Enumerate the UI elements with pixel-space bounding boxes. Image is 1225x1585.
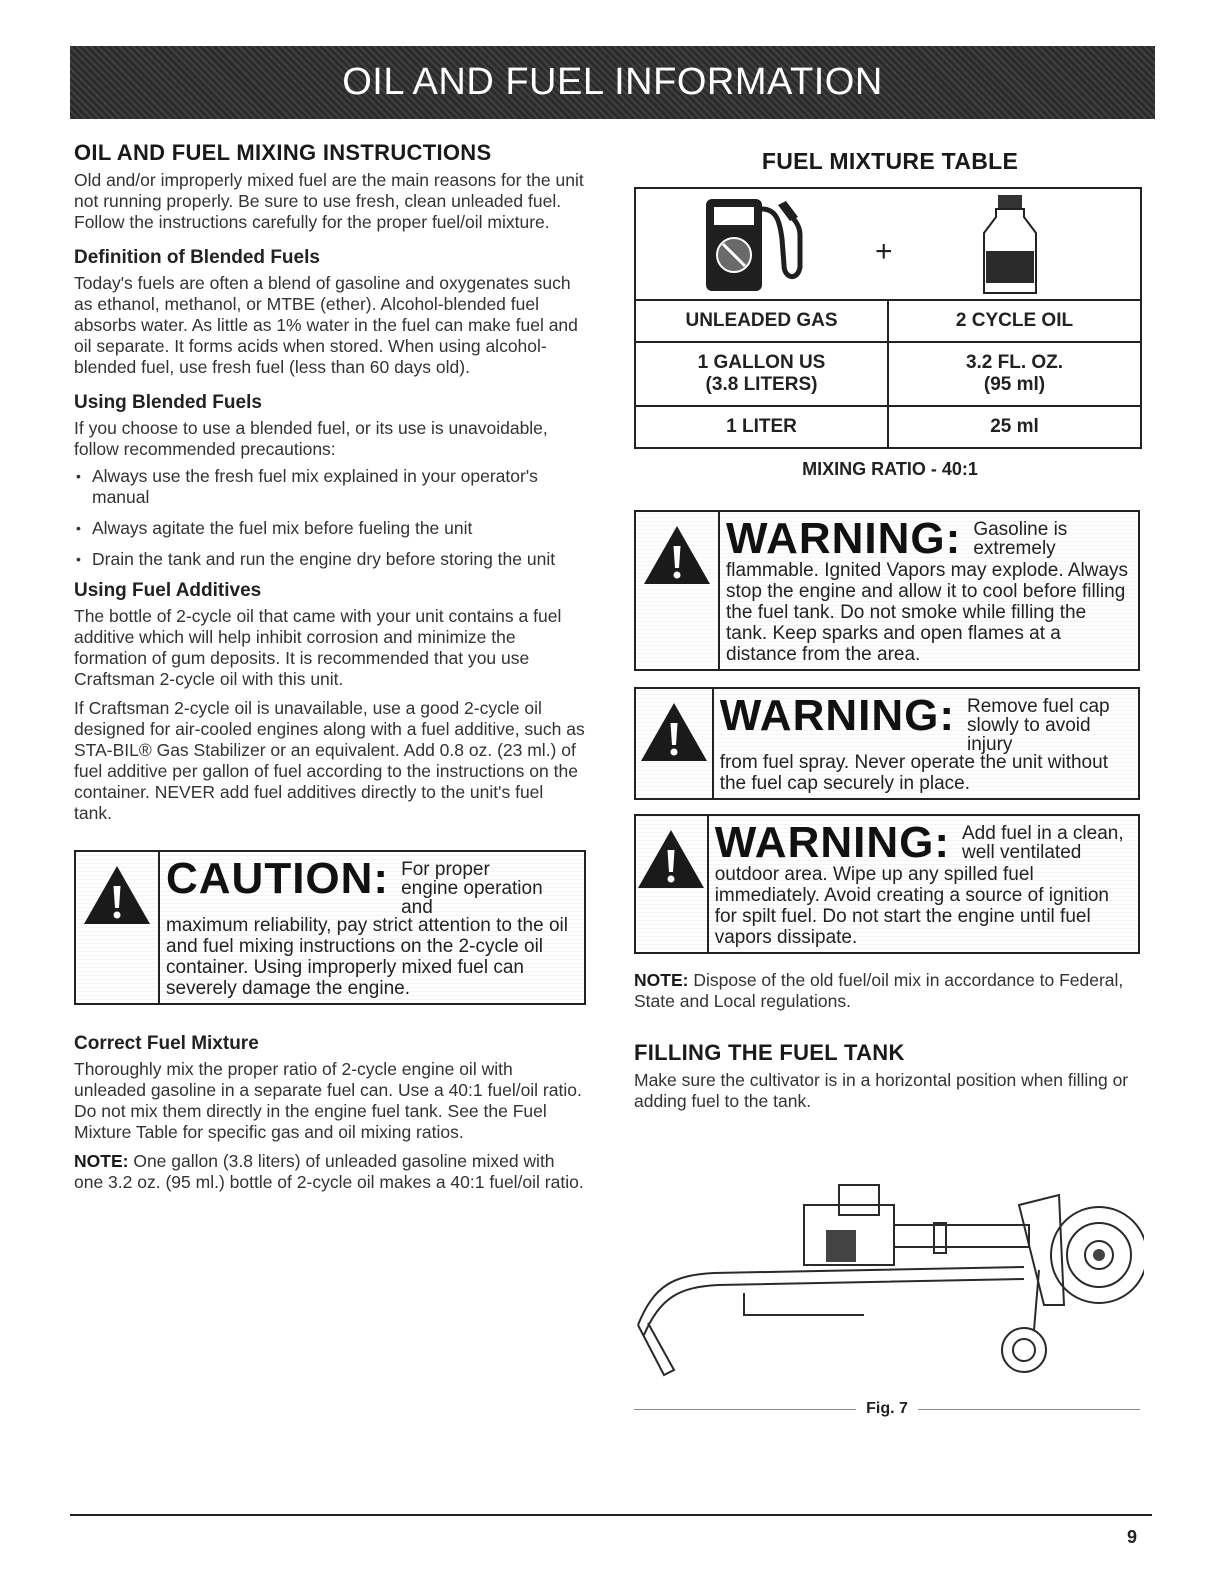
warning-box-1 — [634, 510, 1140, 671]
fuel-additives-title: Using Fuel Additives — [74, 580, 262, 601]
list-item: • Always use the fresh fuel mix explained in your operator's manual — [74, 466, 586, 508]
warning-body: from fuel spray. Never operate the unit without the fuel cap securely in place. — [719, 752, 1108, 794]
filling-tank-text: Make sure the cultivator is in a horizontal position when filling or adding fuel to the tank. — [634, 1070, 1129, 1111]
mixing-instructions-title: OIL AND FUEL MIXING INSTRUCTIONS — [74, 140, 492, 165]
note-text: Dispose of the old fuel/oil mix in accordance to Federal, State and Local regulations. — [634, 970, 1124, 1011]
gas-amount: 1 LITER — [726, 416, 797, 437]
warning-lead: Add fuel in a clean, well ventilated — [962, 823, 1124, 863]
warning-body: flammable. Ignited Vapors may explode. Always stop the engine and allow it to cool before filling the fuel tank. Do not smoke while filling the tank. Keep sparks and open flames at a distance from the area. — [726, 560, 1129, 665]
warning-lead: Gasoline is extremely — [973, 519, 1068, 559]
gas-image-cell — [636, 189, 888, 299]
note-label: NOTE: — [74, 1151, 129, 1171]
oil-image-cell — [888, 189, 1140, 299]
using-blended-title: Using Blended Fuels — [74, 392, 262, 413]
blended-fuels-title: Definition of Blended Fuels — [74, 247, 320, 268]
figure-caption — [634, 1400, 1140, 1418]
note-label: NOTE: — [634, 970, 689, 990]
mixing-ratio: MIXING RATIO - 40:1 — [802, 459, 978, 479]
gas-amount-sub: (3.8 LITERS) — [705, 374, 818, 395]
figure-label: Fig. 7 — [866, 1400, 908, 1417]
oil-bottle-icon — [978, 193, 1042, 297]
warning-lead: Remove fuel cap slowly to avoid injury — [967, 696, 1110, 755]
correct-mixture-title: Correct Fuel Mixture — [74, 1033, 259, 1054]
precautions-list — [74, 466, 586, 570]
oil-amount-sub: (95 ml) — [983, 374, 1046, 395]
table-row — [636, 341, 1140, 405]
note-right — [634, 970, 1146, 1012]
warning-box-3 — [634, 814, 1140, 954]
header-2-cycle-oil: 2 CYCLE OIL — [887, 301, 1140, 341]
warning-word: WARNING: — [719, 691, 955, 740]
using-blended-text: If you choose to use a blended fuel, or its use is unavoidable, follow recommended precautions: — [74, 418, 548, 459]
table-row — [636, 405, 1140, 447]
list-item: • Drain the tank and run the engine dry before storing the unit — [74, 549, 586, 570]
warning-triangle-icon — [636, 828, 706, 890]
list-item: • Always agitate the fuel mix before fueling the unit — [74, 518, 586, 539]
table-header-row — [636, 299, 1140, 341]
oil-amount: 25 ml — [887, 407, 1140, 447]
fuel-additives-text-1: The bottle of 2-cycle oil that came with your unit contains a fuel additive which will help inhibit corrosion and minimize the formation of gum deposits. It is recommended that you use Craftsman 2-cycle oil with this unit. — [74, 606, 562, 689]
warning-body: outdoor area. Wipe up any spilled fuel immediately. Avoid creating a source of ignition for spilt fuel. Do not start the engine until fuel vapors dissipate. — [714, 864, 1109, 948]
fuel-mixture-table — [634, 187, 1142, 449]
header-unleaded-gas: UNLEADED GAS — [685, 310, 838, 331]
oil-amount: 3.2 FL. OZ. — [965, 352, 1064, 373]
correct-mixture-text: Thoroughly mix the proper ratio of 2-cycle engine oil with unleaded gasoline in a separate fuel can. Use a 40:1 fuel/oil ratio. Do not mix them directly in the engine fuel tank. See the Fuel Mixture Table for specific gas and oil mixing ratios. — [74, 1059, 582, 1142]
warning-triangle-icon — [82, 864, 152, 926]
intro-paragraph: Old and/or improperly mixed fuel are the main reasons for the unit not running properly. Be sure to use fresh, clean unleaded fuel. Follow the instructions carefully for the proper fuel/oil mixture. — [74, 170, 584, 232]
warning-triangle-icon — [639, 701, 709, 763]
page-banner — [70, 46, 1155, 119]
caution-box — [74, 850, 586, 1005]
footer-divider — [70, 1514, 1152, 1516]
caution-body: maximum reliability, pay strict attention to the oil and fuel mixing instructions on the 2-cycle oil container. Using improperly mixed fuel can severely damage the engine. — [166, 915, 568, 999]
banner-title: OIL AND FUEL INFORMATION — [342, 61, 883, 103]
right-column — [634, 140, 1146, 1112]
fuel-additives-text-2: If Craftsman 2-cycle oil is unavailable, use a good 2-cycle oil designed for air-cooled engines along with a fuel additive, such as STA-BIL® Gas Stabilizer or an equivalent. Add 0.8 oz. (23 ml.) of fuel additive per gallon of fuel according to the instructions on the container. NEVER add fuel additives directly to the unit's fuel tank. — [74, 698, 585, 823]
table-image-row — [636, 189, 1140, 299]
warning-word: WARNING: — [726, 514, 962, 563]
fuel-table-title: FUEL MIXTURE TABLE — [761, 148, 1019, 174]
caution-word: CAUTION: — [166, 854, 390, 903]
page-number: 9 — [1127, 1527, 1138, 1547]
plus-sign: + — [875, 235, 893, 268]
note-text: One gallon (3.8 liters) of unleaded gasoline mixed with one 3.2 oz. (95 ml.) bottle of 2-cycle oil makes a 40:1 fuel/oil ratio. — [74, 1151, 584, 1192]
blended-fuels-text: Today's fuels are often a blend of gasoline and oxygenates such as ethanol, methanol, or MTBE (ether). Alcohol-blended fuel absorbs water. As little as 1% water in the fuel can make fuel and oil separate. It forms acids when stored. When using alcohol-blended fuel, use fresh fuel (less than 60 days old). — [74, 273, 578, 377]
filling-tank-title: FILLING THE FUEL TANK — [634, 1040, 905, 1065]
fuel-pump-icon — [702, 195, 822, 295]
caution-icon-cell — [76, 852, 160, 1003]
cultivator-illustration — [634, 1175, 1144, 1390]
gas-amount: 1 GALLON US — [697, 352, 826, 373]
caution-lead: For proper engine operation and — [401, 859, 543, 918]
note-left — [74, 1151, 586, 1193]
warning-box-2 — [634, 687, 1140, 800]
warning-word: WARNING: — [714, 818, 950, 867]
warning-triangle-icon — [642, 524, 712, 586]
left-column — [74, 140, 586, 1193]
